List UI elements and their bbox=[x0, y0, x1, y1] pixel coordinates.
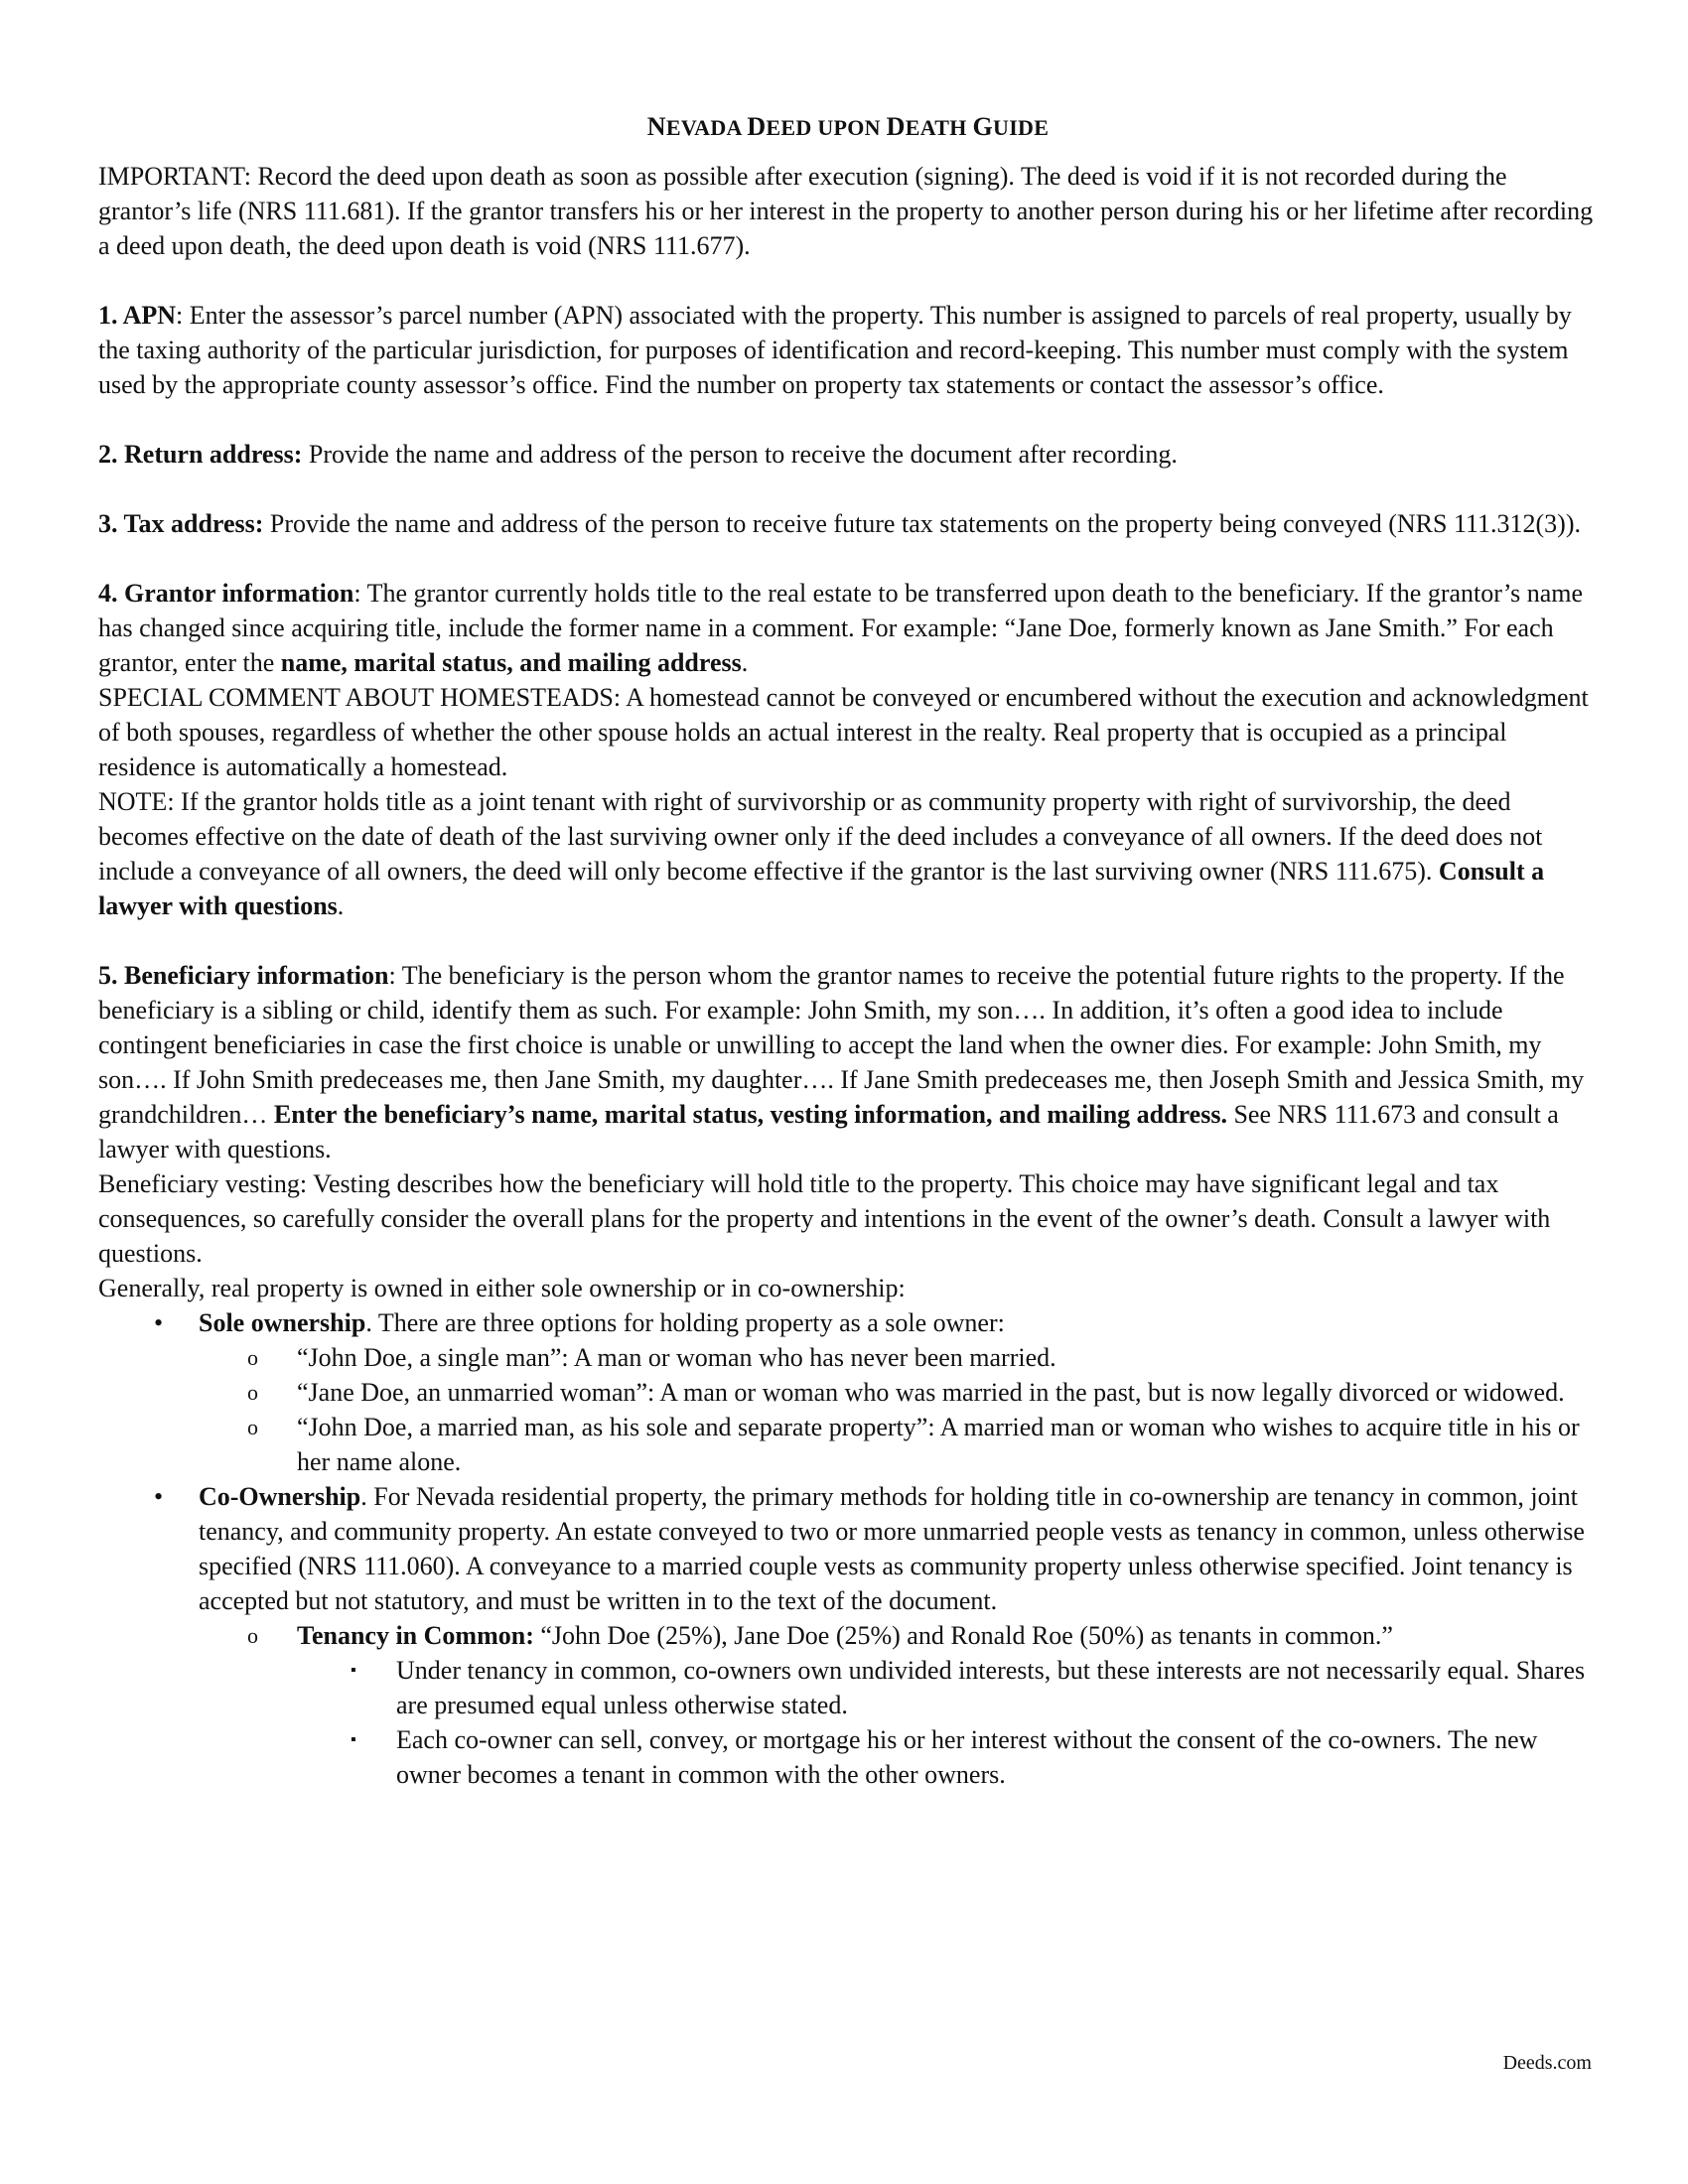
note-paragraph: NOTE: If the grantor holds title as a joint tenant with right of survivorship or as community property with right of survivorship, the deed becomes effective on the date of death of the last surviving owner only if the deed includes a conveyance of all owners. If the deed does not include a conveyance of all owners, the deed will only become effective if the grantor is the last surviving owner (NRS 111.675). Consult a lawyer with questions. bbox=[98, 787, 1545, 920]
document-page bbox=[98, 109, 1598, 1792]
page-title: NEVADA DEED UPON DEATH GUIDE bbox=[646, 112, 1050, 141]
homestead-paragraph: SPECIAL COMMENT ABOUT HOMESTEADS: A homestead cannot be conveyed or encumbered without the execution and acknowledgment of both spouses, regardless of whether the other spouse holds an actual interest in the realty. Real property that is occupied as a principal residence is automatically a homestead. bbox=[98, 683, 1589, 781]
list-item: o “John Doe, a married man, as his sole and separate property”: A married man or woman who wishes to acquire title in his or her name alone. bbox=[98, 1410, 1598, 1479]
list-item-co-ownership: • Co-Ownership. For Nevada residential property, the primary methods for holding title in co-ownership are tenancy in common, joint tenancy, and community property. An estate conveyed to two or more unmarried people vests as tenancy in common, unless otherwise specified (NRS 111.060). A conveyance to a married couple vests as community property unless otherwise specified. Joint tenancy is accepted but not statutory, and must be written in to the text of the document. bbox=[98, 1479, 1598, 1618]
list-item: o “Jane Doe, an unmarried woman”: A man or woman who was married in the past, but is now legally divorced or widowed. bbox=[98, 1375, 1598, 1410]
list-item-sole-ownership: • Sole ownership. There are three options for holding property as a sole owner: bbox=[98, 1305, 1598, 1340]
bullet-icon: • bbox=[154, 1308, 164, 1337]
apn-paragraph: 1. APN: Enter the assessor’s parcel number (APN) associated with the property. This number is assigned to parcels of real property, usually by the taxing authority of the particular jurisdiction, for purposes of identification and record-keeping. This number must comply with the system used by the appropriate county assessor’s office. Find the number on property tax statements or contact the assessor’s office. bbox=[98, 301, 1572, 399]
list-item-tenancy-in-common: o Tenancy in Common: “John Doe (25%), Jane Doe (25%) and Ronald Roe (50%) as tenants in common.” bbox=[98, 1618, 1598, 1653]
circle-bullet-icon: o bbox=[247, 1380, 258, 1405]
circle-bullet-icon: o bbox=[247, 1415, 258, 1439]
bullet-icon: • bbox=[154, 1482, 164, 1511]
tax-address-paragraph: 3. Tax address: Provide the name and address of the person to receive future tax statements on the property being conveyed (NRS 111.312(3)). bbox=[98, 509, 1581, 538]
circle-bullet-icon: o bbox=[247, 1623, 258, 1648]
footer-brand: Deeds.com bbox=[1502, 2052, 1592, 2074]
vesting-paragraph: Beneficiary vesting: Vesting describes how the beneficiary will hold title to the property. This choice may have significant legal and tax consequences, so carefully consider the overall plans for the property and intentions in the event of the owner’s death. Consult a lawyer with questions. bbox=[98, 1169, 1551, 1268]
list-item: ▪ Under tenancy in common, co-owners own undivided interests, but these interests are not necessarily equal. Shares are presumed equal unless otherwise stated. bbox=[98, 1653, 1598, 1722]
grantor-paragraph: 4. Grantor information: The grantor currently holds title to the real estate to be transferred upon death to the beneficiary. If the grantor’s name has changed since acquiring title, include the former name in a comment. For example: “Jane Doe, formerly known as Jane Smith.” For each grantor, enter the name, marital status, and mailing address. bbox=[98, 579, 1584, 677]
generally-paragraph: Generally, real property is owned in either sole ownership or in co-ownership: bbox=[98, 1274, 906, 1302]
list-item: o “John Doe, a single man”: A man or woman who has never been married. bbox=[98, 1340, 1598, 1375]
return-address-paragraph: 2. Return address: Provide the name and address of the person to receive the document after recording. bbox=[98, 440, 1178, 469]
list-item: ▪ Each co-owner can sell, convey, or mortgage his or her interest without the consent of the co-owners. The new owner becomes a tenant in common with the other owners. bbox=[98, 1722, 1598, 1792]
square-bullet-icon: ▪ bbox=[351, 1662, 356, 1679]
circle-bullet-icon: o bbox=[247, 1345, 258, 1370]
important-paragraph: IMPORTANT: Record the deed upon death as soon as possible after execution (signing). The deed is void if it is not recorded during the grantor’s life (NRS 111.681). If the grantor transfers his or her interest in the property to another person during his or her lifetime after recording a deed upon death, the deed upon death is void (NRS 111.677). bbox=[98, 162, 1594, 260]
square-bullet-icon: ▪ bbox=[351, 1731, 356, 1748]
beneficiary-paragraph: 5. Beneficiary information: The beneficiary is the person whom the grantor names to receive the potential future rights to the property. If the beneficiary is a sibling or child, identify them as such. For example: John Smith, my son…. In addition, it’s often a good idea to include contingent beneficiaries in case the first choice is unable or unwilling to accept the land when the owner dies. For example: John Smith, my son…. If John Smith predeceases me, then Jane Smith, my daughter…. If Jane Smith predeceases me, then Joseph Smith and Jessica Smith, my grandchildren… Enter the beneficiary’s name, marital status, vesting information, and mailing address. See NRS 111.673 and consult a lawyer with questions. bbox=[98, 961, 1585, 1163]
